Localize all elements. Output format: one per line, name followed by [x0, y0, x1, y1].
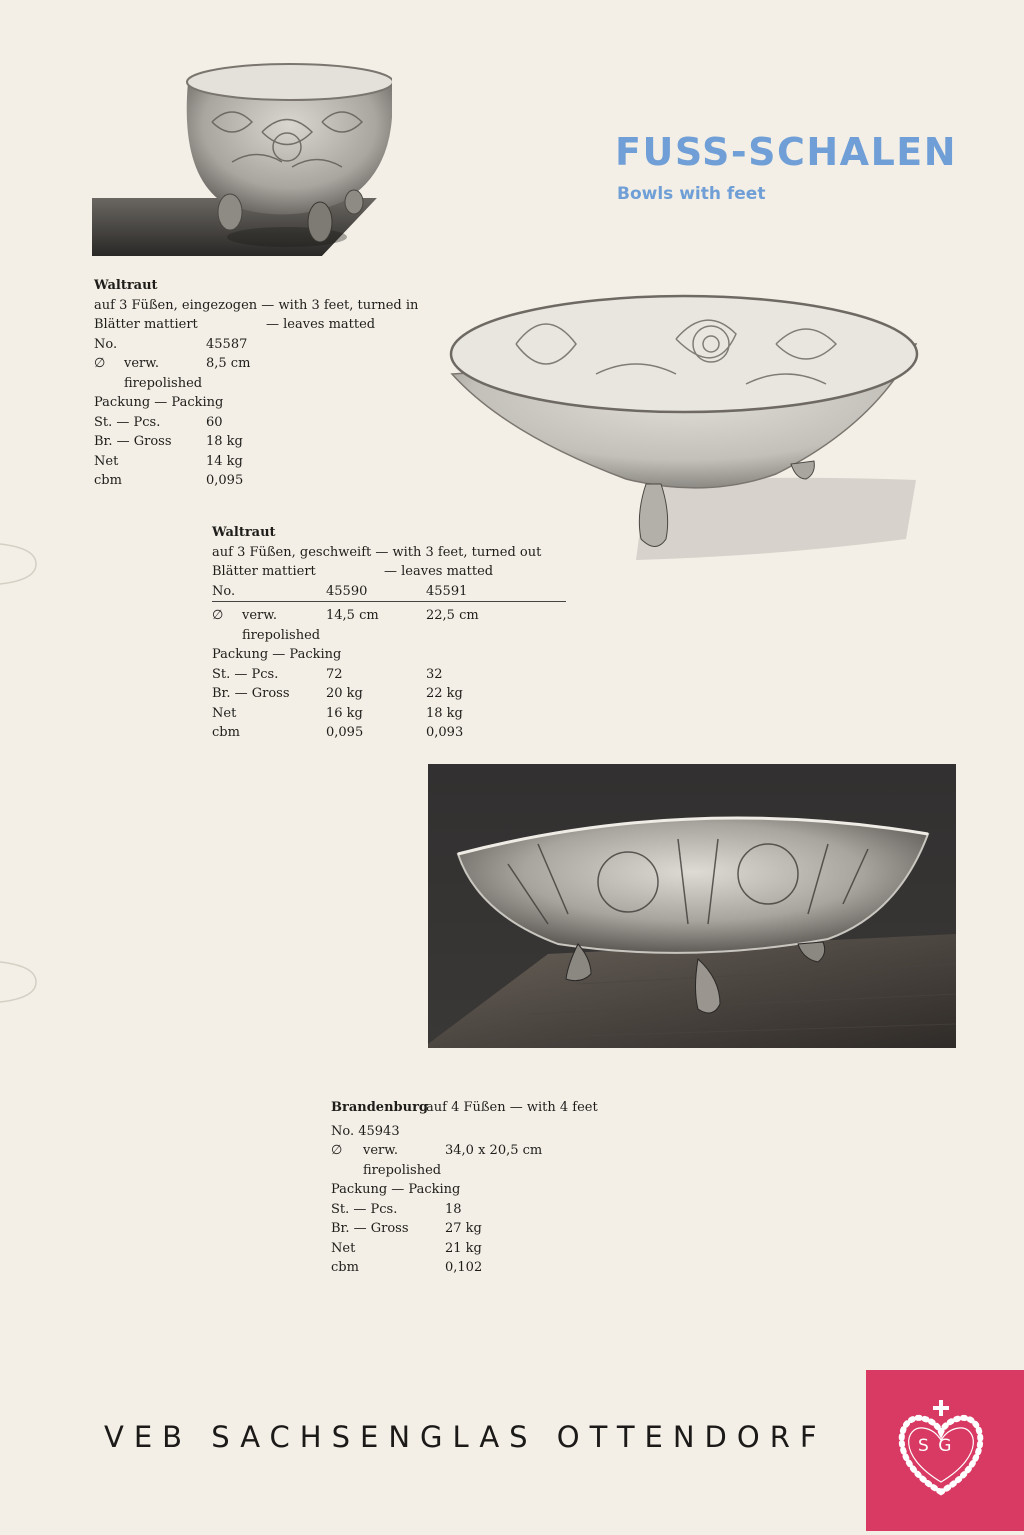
- pcs-label: St. — Pcs.: [331, 1201, 398, 1217]
- spec-block-waltraut-45590-45591: [212, 523, 572, 743]
- description-line-2-en: — leaves matted: [384, 564, 494, 579]
- net-value-1: 16 kg: [326, 705, 363, 721]
- gross-value: 18 kg: [206, 434, 243, 449]
- gross-value-1: 20 kg: [326, 686, 363, 701]
- verw-label: verw.: [363, 1143, 398, 1158]
- product-name: Brandenburg: [331, 1100, 429, 1115]
- pcs-value-2: 32: [426, 666, 443, 682]
- cbm-value: 0,102: [445, 1260, 483, 1275]
- number-label: No.: [94, 336, 118, 352]
- verw-label: verw.: [124, 356, 159, 371]
- description-line-1: auf 4 Füßen — with 4 feet: [426, 1100, 598, 1115]
- gross-label: Br. — Gross: [331, 1221, 409, 1236]
- binder-hole-mark-upper: [0, 542, 40, 586]
- description-line-1: auf 3 Füßen, geschweift — with 3 feet, turned out: [212, 544, 542, 560]
- product-name: Waltraut: [212, 525, 276, 540]
- firepolished-label: firepolished: [242, 627, 321, 643]
- verw-value: 34,0 x 20,5 cm: [445, 1143, 543, 1158]
- spec-block-brandenburg-45943: [331, 1098, 631, 1278]
- pcs-label: St. — Pcs.: [212, 666, 279, 682]
- firepolished-label: firepolished: [363, 1162, 442, 1178]
- photo-brandenburg: [428, 764, 956, 1048]
- product-name: Waltraut: [94, 278, 158, 293]
- gross-value: 27 kg: [445, 1221, 482, 1236]
- verw-label: verw.: [242, 608, 277, 623]
- photo-waltraut-turned-in: [92, 52, 392, 256]
- gross-label: Br. — Gross: [94, 434, 172, 449]
- cbm-label: cbm: [331, 1260, 359, 1275]
- net-label: Net: [212, 705, 237, 721]
- page-subtitle: Bowls with feet: [617, 184, 766, 204]
- packing-heading: Packung — Packing: [94, 395, 224, 410]
- cbm-value-2: 0,093: [426, 725, 464, 740]
- packing-heading: Packung — Packing: [212, 647, 342, 662]
- diameter-icon: ∅: [331, 1143, 343, 1158]
- diameter-icon: ∅: [212, 608, 224, 623]
- cbm-label: cbm: [94, 473, 122, 488]
- number-value: 45587: [206, 336, 248, 352]
- binder-hole-mark-lower: [0, 960, 40, 1004]
- description-line-2-en: — leaves matted: [266, 317, 376, 332]
- cbm-value-1: 0,095: [326, 725, 364, 740]
- verw-value-2: 22,5 cm: [426, 608, 479, 623]
- net-value-2: 18 kg: [426, 705, 463, 721]
- verw-value: 8,5 cm: [206, 356, 251, 371]
- description-line-1: auf 3 Füßen, eingezogen — with 3 feet, turned in: [94, 297, 419, 313]
- pcs-value: 18: [445, 1201, 462, 1217]
- gross-value-2: 22 kg: [426, 686, 463, 701]
- pcs-value: 60: [206, 414, 223, 430]
- description-line-2-de: Blätter mattiert: [94, 317, 198, 332]
- spec-block-waltraut-45587: [94, 276, 474, 491]
- sachsenglas-logo: [866, 1370, 1024, 1531]
- number-value-2: 45591: [426, 583, 468, 599]
- logo-letters: S G: [918, 1436, 954, 1456]
- gross-label: Br. — Gross: [212, 686, 290, 701]
- net-label: Net: [94, 453, 119, 469]
- net-value: 14 kg: [206, 453, 243, 469]
- number-line: No. 45943: [331, 1123, 400, 1139]
- photo-waltraut-turned-out: [446, 284, 920, 560]
- cbm-label: cbm: [212, 725, 240, 740]
- verw-value-1: 14,5 cm: [326, 608, 379, 623]
- firepolished-label: firepolished: [124, 375, 203, 391]
- pcs-value-1: 72: [326, 666, 343, 682]
- number-value-1: 45590: [326, 583, 368, 599]
- net-value: 21 kg: [445, 1240, 482, 1256]
- packing-heading: Packung — Packing: [331, 1182, 461, 1197]
- number-label: No.: [212, 583, 236, 599]
- net-label: Net: [331, 1240, 356, 1256]
- cbm-value: 0,095: [206, 473, 244, 488]
- description-line-2-de: Blätter mattiert: [212, 564, 316, 579]
- pcs-label: St. — Pcs.: [94, 414, 161, 430]
- diameter-icon: ∅: [94, 356, 106, 371]
- company-name: VEB SACHSENGLAS OTTENDORF: [104, 1420, 827, 1454]
- page-title: FUSS-SCHALEN: [615, 130, 958, 174]
